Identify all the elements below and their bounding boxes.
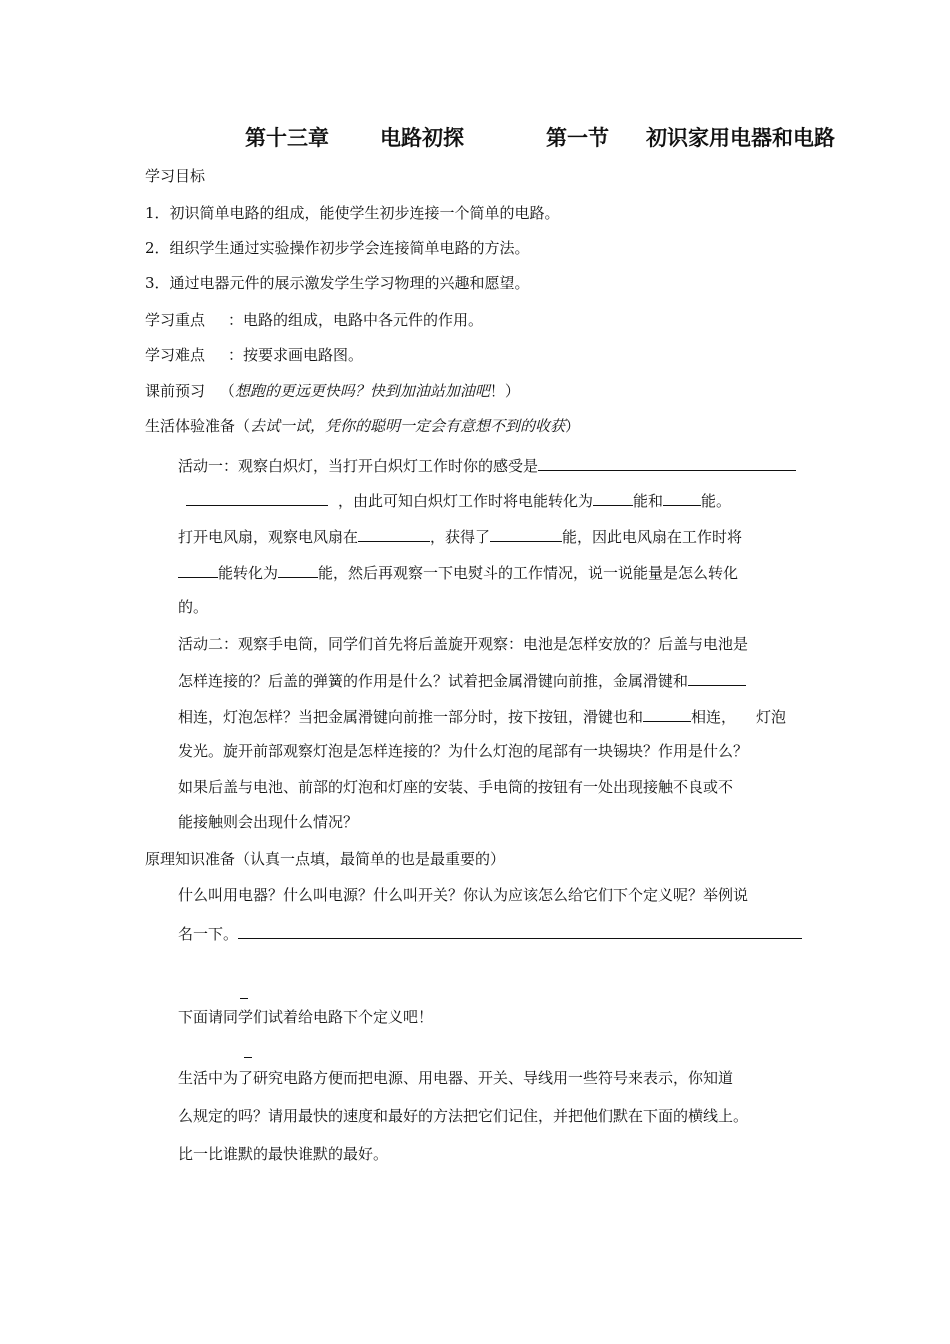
activity1-text: 活动一：观察白炽灯，当打开白炽灯工作时你的感受是 <box>178 457 539 475</box>
activity1-line2 <box>186 490 731 511</box>
activity2-line1: 活动二：观察手电筒，同学们首先将后盖旋开观察：电池是怎样安放的？后盖与电池是 <box>178 635 749 653</box>
key-point-label: 学习重点 <box>145 311 206 329</box>
life-prep-paren: ） <box>565 417 581 435</box>
activity2-line2 <box>178 670 746 691</box>
activity1-text: 能。 <box>701 492 732 510</box>
principle-question2: 下面请同学们试着给电路下个定义吧！ <box>178 1008 434 1026</box>
section-number: 第一节 <box>546 125 609 150</box>
answer-blank[interactable] <box>178 562 218 578</box>
life-prep-label: 生活体验准备（ <box>145 417 251 435</box>
activity2-line5: 如果后盖与电池、前部的灯泡和灯座的安装、手电筒的按钮有一处出现接触不良或不 <box>178 778 734 796</box>
answer-blank[interactable] <box>278 562 318 578</box>
activity1-line1 <box>178 455 796 476</box>
answer-blank[interactable] <box>358 526 430 542</box>
principle-question1: 什么叫用电器？什么叫电源？什么叫开关？你认为应该怎么给它们下个定义呢？举例说 <box>178 886 749 904</box>
principle-question3: 生活中为了研究电路方便而把电源、用电器、开关、导线用一些符号来表示，你知道 <box>178 1069 734 1087</box>
life-prep-note: 去试一试，凭你的聪明一定会有意想不到的收获 <box>250 417 566 435</box>
answer-blank[interactable] <box>538 455 796 471</box>
activity2-text: 相连， <box>691 708 737 726</box>
principle-text: 名一下。 <box>178 925 239 943</box>
section-name: 初识家用电器和电路 <box>646 125 835 150</box>
activity2-line3 <box>178 706 786 727</box>
answer-blank[interactable] <box>593 490 633 506</box>
key-point-text: ：电路的组成，电路中各元件的作用。 <box>228 311 484 329</box>
life-prep-line <box>145 416 580 436</box>
preview-note: 想跑的更远更快吗？快到加油站加油吧 <box>234 382 490 400</box>
activity2-line4: 发光。旋开前部观察灯泡是怎样连接的？为什么灯泡的尾部有一块锡块？作用是什么？ <box>178 742 749 760</box>
short-dash <box>240 998 248 999</box>
answer-blank[interactable] <box>688 670 746 686</box>
activity1-text: 能，因此电风扇在工作时将 <box>562 528 743 546</box>
preview-line <box>145 381 520 401</box>
preview-paren-close: ！） <box>489 382 520 400</box>
short-dash <box>244 1057 252 1058</box>
answer-blank[interactable] <box>490 526 562 542</box>
principle-question3-line2: 么规定的吗？请用最快的速度和最好的方法把它们记住，并把他们默在下面的横线上。 <box>178 1107 749 1125</box>
answer-blank[interactable] <box>663 490 701 506</box>
activity2-text: 怎样连接的？后盖的弹簧的作用是什么？试着把金属滑键向前推，金属滑键和 <box>178 672 689 690</box>
objective-item: 1．初识简单电路的组成，能使学生初步连接一个简单的电路。 <box>145 204 560 222</box>
principle-question3-line3: 比一比谁默的最快谁默的最好。 <box>178 1145 389 1163</box>
activity2-text: 相连，灯泡怎样？当把金属滑键向前推一部分时，按下按钮，滑键也和 <box>178 708 644 726</box>
objective-item: 3．通过电器元件的展示激发学生学习物理的兴趣和愿望。 <box>145 274 530 292</box>
activity1-text: 打开电风扇，观察电风扇在 <box>178 528 359 546</box>
activity2-text: 灯泡 <box>756 708 787 726</box>
difficulty-label: 学习难点 <box>145 346 206 364</box>
chapter-name: 电路初探 <box>380 125 464 150</box>
objective-item: 2．组织学生通过实验操作初步学会连接简单电路的方法。 <box>145 239 530 257</box>
principle-heading: 原理知识准备（认真一点填，最简单的也是最重要的） <box>145 850 506 868</box>
activity1-text: ，获得了 <box>430 528 491 546</box>
preview-paren: （ <box>219 382 235 400</box>
answer-blank[interactable] <box>643 706 691 722</box>
activity1-text: ，由此可知白炽灯工作时将电能转化为 <box>338 492 594 510</box>
activity1-text: 能，然后再观察一下电熨斗的工作情况，说一说能量是怎么转化 <box>318 564 739 582</box>
activity2-line6: 能接触则会出现什么情况？ <box>178 813 359 831</box>
activity1-text: 能和 <box>633 492 664 510</box>
objectives-heading: 学习目标 <box>145 167 206 185</box>
preview-label: 课前预习 <box>145 382 206 400</box>
activity1-line3 <box>178 526 742 547</box>
chapter-number: 第十三章 <box>245 125 329 150</box>
activity1-line5: 的。 <box>178 598 209 616</box>
principle-question1-line2 <box>178 923 802 944</box>
answer-blank[interactable] <box>238 923 802 939</box>
activity1-line4 <box>178 562 738 583</box>
answer-blank[interactable] <box>186 490 328 506</box>
difficulty-text: ：按要求画电路图。 <box>228 346 364 364</box>
activity1-text: 能转化为 <box>218 564 279 582</box>
